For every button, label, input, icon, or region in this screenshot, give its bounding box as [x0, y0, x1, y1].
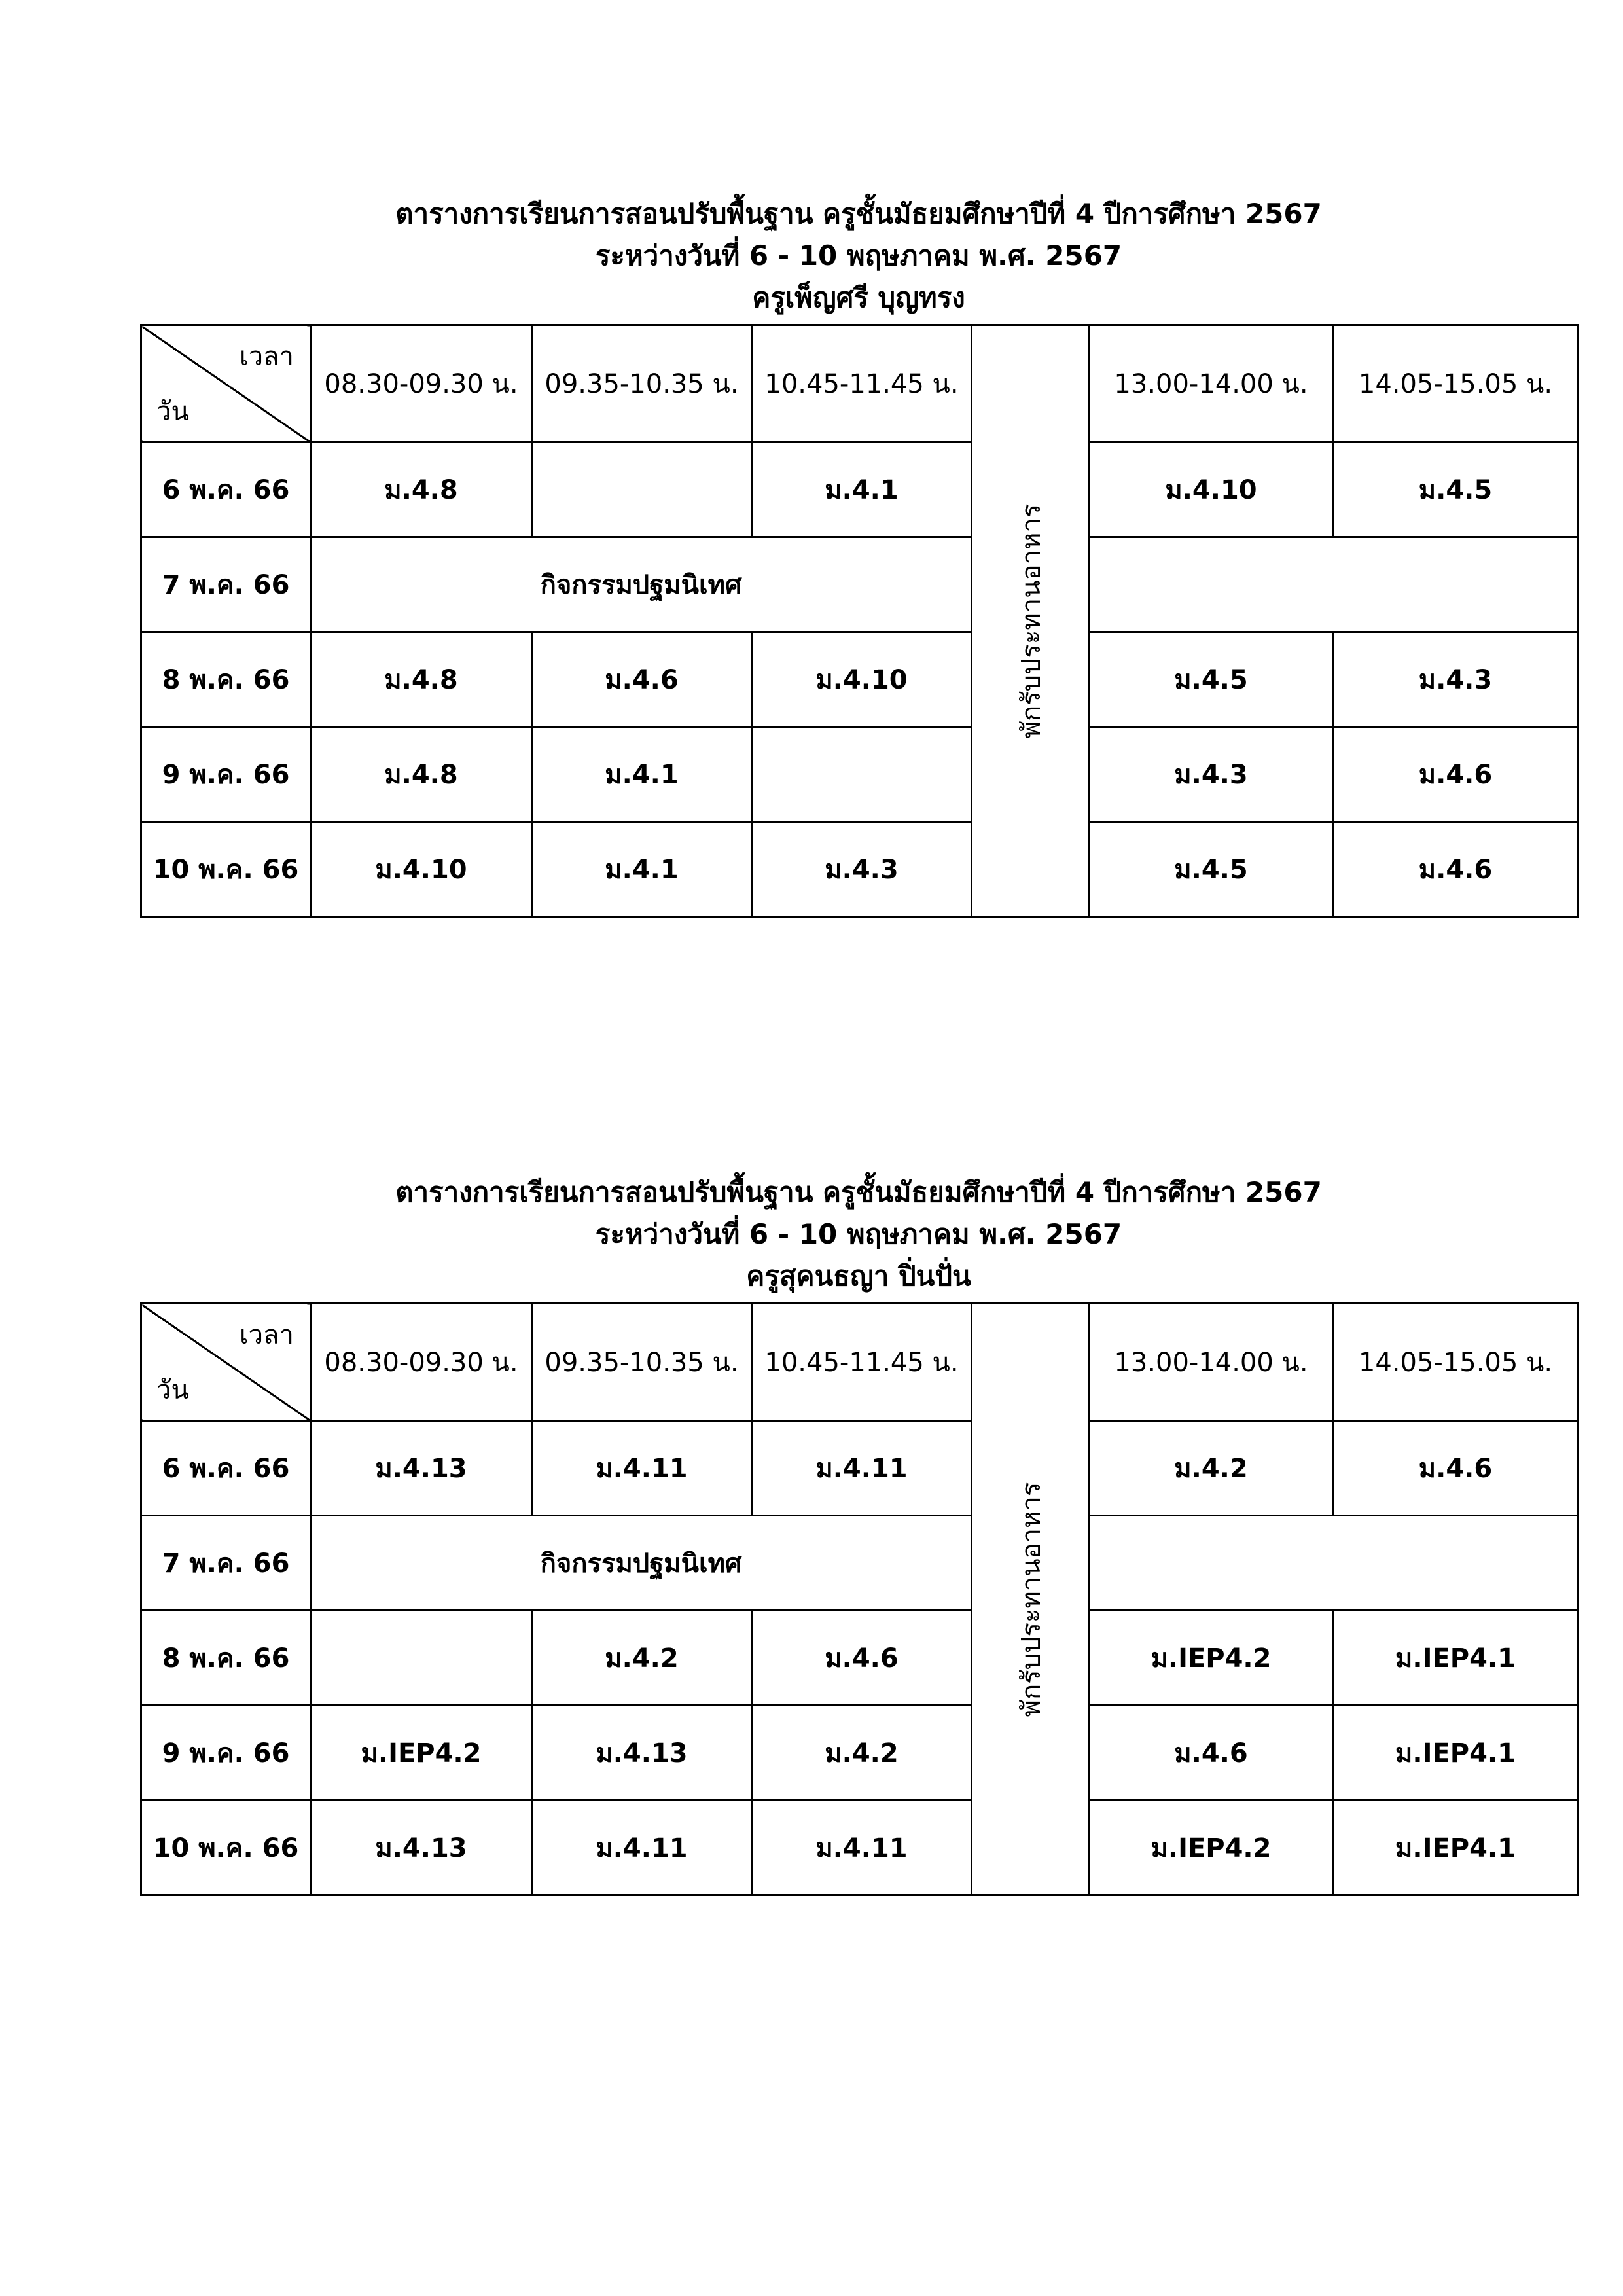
- class-cell: ม.4.8: [311, 442, 532, 537]
- time-label: เวลา: [239, 342, 294, 372]
- day-cell: 6 พ.ค. 66: [141, 442, 311, 537]
- schedule-title: ตารางการเรียนการสอนปรับพื้นฐาน ครูชั้นมัธยมศึกษาปีที่ 4 ปีการศึกษา 2567: [395, 198, 1322, 230]
- class-cell: ม.4.8: [311, 727, 532, 822]
- orientation-activity-cell: กิจกรรมปฐมนิเทศ: [311, 1516, 972, 1611]
- class-cell: ม.4.6: [1333, 1421, 1578, 1516]
- teacher-name: ครูสุคนธญา ปิ่นปั่น: [746, 1260, 971, 1292]
- day-cell: 8 พ.ค. 66: [141, 1611, 311, 1706]
- class-cell: ม.4.3: [1333, 632, 1578, 727]
- class-cell: ม.IEP4.2: [1090, 1611, 1333, 1706]
- class-cell: ม.IEP4.1: [1333, 1801, 1578, 1895]
- corner-header-cell: [141, 1304, 311, 1421]
- timetable: [140, 1302, 1579, 1896]
- table-row: [141, 1516, 1578, 1611]
- class-cell: ม.4.1: [532, 822, 752, 917]
- class-cell: [532, 442, 752, 537]
- class-cell: ม.4.6: [1090, 1706, 1333, 1801]
- class-cell: ม.4.2: [752, 1706, 972, 1801]
- orientation-activity-cell: กิจกรรมปฐมนิเทศ: [311, 537, 972, 632]
- class-cell: ม.4.3: [1090, 727, 1333, 822]
- class-cell: [311, 1611, 532, 1706]
- class-cell: ม.4.10: [311, 822, 532, 917]
- time-slot-header: 13.00-14.00 น.: [1090, 325, 1333, 442]
- class-cell: ม.4.11: [752, 1421, 972, 1516]
- corner-header-cell: [141, 325, 311, 442]
- class-cell: ม.IEP4.2: [311, 1706, 532, 1801]
- class-cell: ม.4.2: [532, 1611, 752, 1706]
- header-row: [141, 325, 1578, 442]
- day-cell: 6 พ.ค. 66: [141, 1421, 311, 1516]
- table-row: [141, 1801, 1578, 1895]
- class-cell: ม.IEP4.2: [1090, 1801, 1333, 1895]
- day-cell: 9 พ.ค. 66: [141, 727, 311, 822]
- class-cell: ม.4.3: [752, 822, 972, 917]
- schedule-title: ตารางการเรียนการสอนปรับพื้นฐาน ครูชั้นมัธยมศึกษาปีที่ 4 ปีการศึกษา 2567: [395, 1176, 1322, 1208]
- class-cell: ม.4.6: [1333, 822, 1578, 917]
- lunch-break-label: พักรับประทานอาหาร: [1016, 1482, 1046, 1717]
- class-cell: ม.4.8: [311, 632, 532, 727]
- day-cell: 7 พ.ค. 66: [141, 1516, 311, 1611]
- lunch-break-cell: [972, 325, 1090, 917]
- time-slot-header: 09.35-10.35 น.: [532, 325, 752, 442]
- table-row: [141, 442, 1578, 537]
- class-cell: ม.4.11: [532, 1421, 752, 1516]
- time-slot-header: 08.30-09.30 น.: [311, 325, 532, 442]
- table-row: [141, 1611, 1578, 1706]
- time-slot-header: 10.45-11.45 น.: [752, 1304, 972, 1421]
- class-cell: ม.4.10: [752, 632, 972, 727]
- class-cell: ม.4.10: [1090, 442, 1333, 537]
- time-slot-header: 13.00-14.00 น.: [1090, 1304, 1333, 1421]
- class-cell: ม.IEP4.1: [1333, 1706, 1578, 1801]
- header-row: [141, 1304, 1578, 1421]
- schedule-period: ระหว่างวันที่ 6 - 10 พฤษภาคม พ.ศ. 2567: [595, 1218, 1122, 1250]
- time-slot-header: 14.05-15.05 น.: [1333, 325, 1578, 442]
- schedule-block-2: [140, 1172, 1577, 1896]
- class-cell: ม.4.13: [532, 1706, 752, 1801]
- class-cell: ม.4.6: [1333, 727, 1578, 822]
- day-label: วัน: [156, 1375, 189, 1405]
- table-row: [141, 822, 1578, 917]
- time-slot-header: 10.45-11.45 น.: [752, 325, 972, 442]
- day-cell: 10 พ.ค. 66: [141, 822, 311, 917]
- class-cell: ม.4.13: [311, 1801, 532, 1895]
- table-row: [141, 1706, 1578, 1801]
- time-slot-header: 14.05-15.05 น.: [1333, 1304, 1578, 1421]
- class-cell: ม.4.6: [532, 632, 752, 727]
- table-row: [141, 727, 1578, 822]
- class-cell: ม.4.11: [752, 1801, 972, 1895]
- class-cell: ม.4.6: [752, 1611, 972, 1706]
- time-slot-header: 09.35-10.35 น.: [532, 1304, 752, 1421]
- class-cell: ม.4.5: [1090, 822, 1333, 917]
- time-label: เวลา: [239, 1320, 294, 1350]
- table-row: [141, 1421, 1578, 1516]
- day-label: วัน: [156, 397, 189, 427]
- class-cell: ม.4.1: [752, 442, 972, 537]
- empty-afternoon-cell: [1090, 1516, 1578, 1611]
- day-cell: 9 พ.ค. 66: [141, 1706, 311, 1801]
- table-row: [141, 632, 1578, 727]
- class-cell: [752, 727, 972, 822]
- table-row: [141, 537, 1578, 632]
- class-cell: ม.4.1: [532, 727, 752, 822]
- lunch-break-cell: [972, 1304, 1090, 1895]
- class-cell: ม.4.2: [1090, 1421, 1333, 1516]
- class-cell: ม.IEP4.1: [1333, 1611, 1578, 1706]
- day-cell: 7 พ.ค. 66: [141, 537, 311, 632]
- schedule-period: ระหว่างวันที่ 6 - 10 พฤษภาคม พ.ศ. 2567: [595, 240, 1122, 272]
- time-slot-header: 08.30-09.30 น.: [311, 1304, 532, 1421]
- class-cell: ม.4.11: [532, 1801, 752, 1895]
- day-cell: 8 พ.ค. 66: [141, 632, 311, 727]
- day-cell: 10 พ.ค. 66: [141, 1801, 311, 1895]
- empty-afternoon-cell: [1090, 537, 1578, 632]
- lunch-break-label: พักรับประทานอาหาร: [1016, 503, 1046, 738]
- class-cell: ม.4.5: [1333, 442, 1578, 537]
- timetable: [140, 324, 1579, 918]
- schedule-block-1: [140, 193, 1577, 918]
- class-cell: ม.4.13: [311, 1421, 532, 1516]
- class-cell: ม.4.5: [1090, 632, 1333, 727]
- teacher-name: ครูเพ็ญศรี บุญทรง: [752, 281, 965, 314]
